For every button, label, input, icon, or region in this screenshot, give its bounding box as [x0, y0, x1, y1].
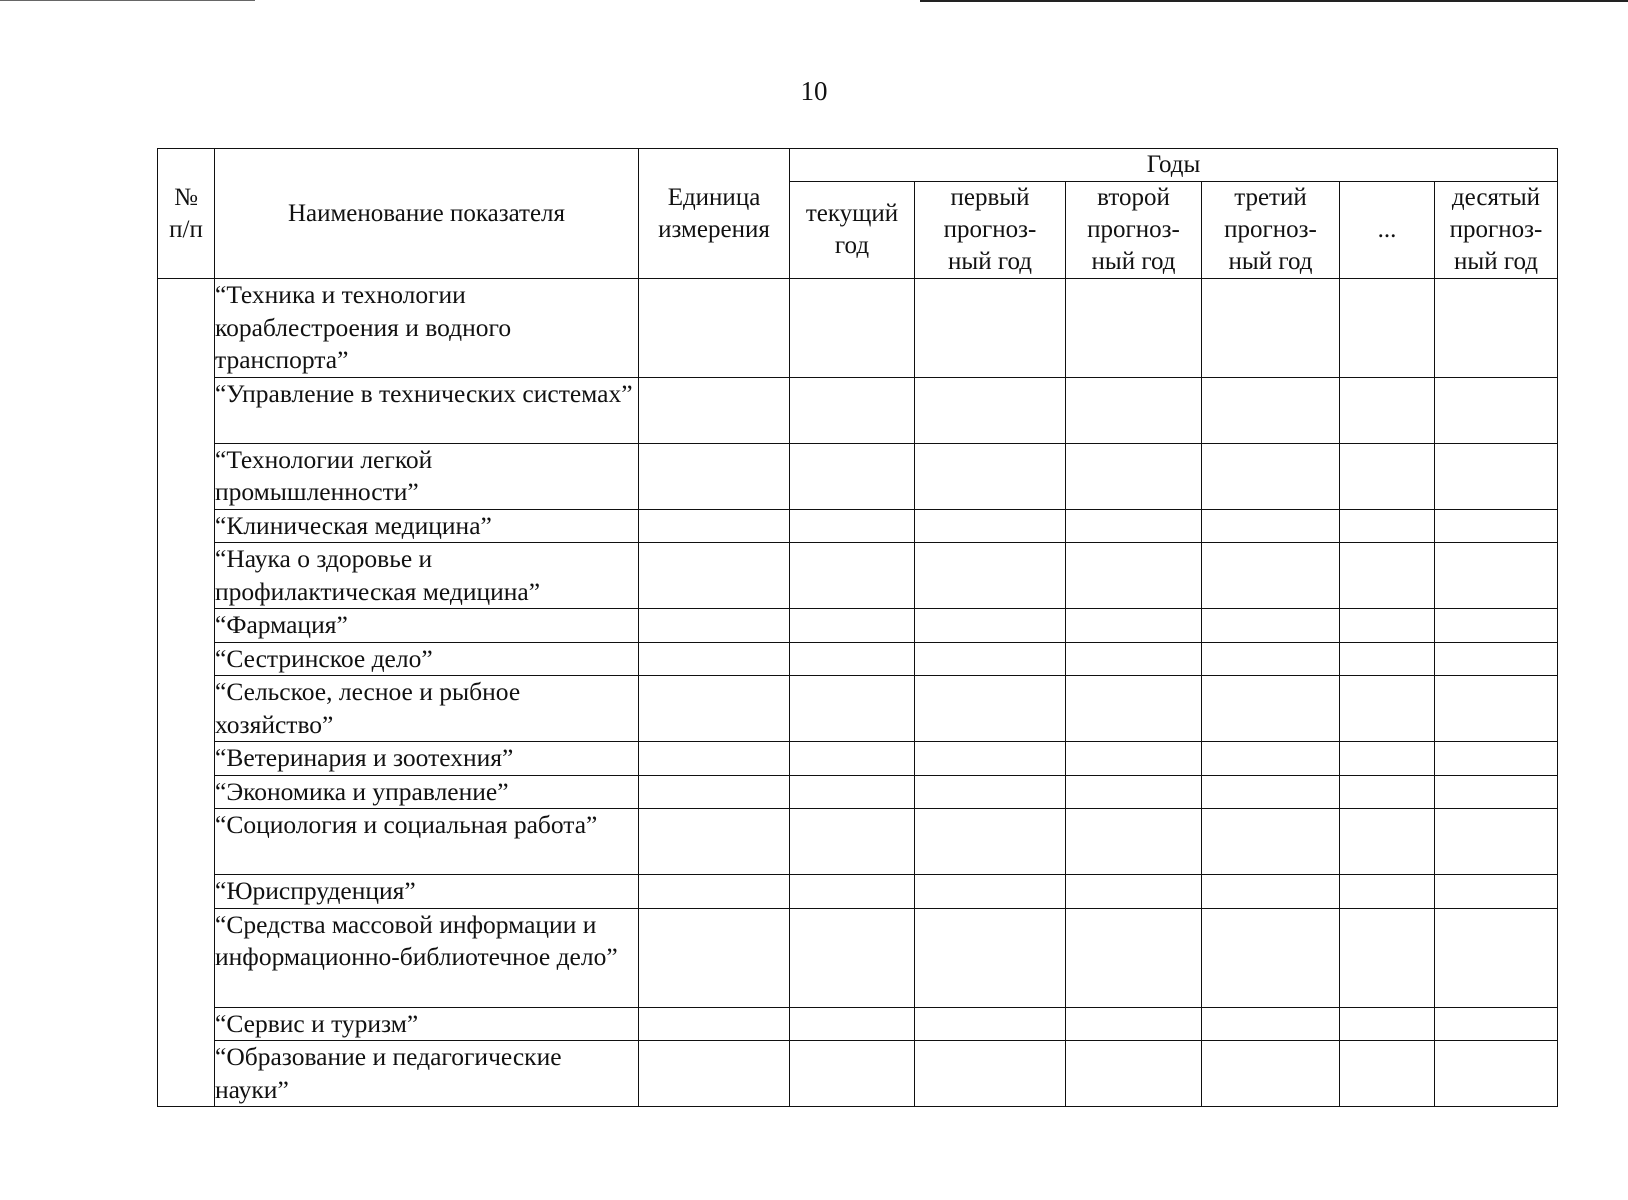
indicator-name: “Наука о здоровье и профилактическая медицина”	[215, 543, 639, 609]
year-col-10: десятый прогноз-ный год	[1435, 182, 1558, 279]
value-cell	[1340, 676, 1435, 742]
value-cell	[1066, 443, 1202, 509]
value-cell	[790, 543, 915, 609]
value-cell	[790, 809, 915, 875]
indicator-name: “Сервис и туризм”	[215, 1007, 639, 1041]
table-row	[158, 609, 1558, 643]
unit-cell	[639, 609, 790, 643]
value-cell	[1435, 443, 1558, 509]
value-cell	[1340, 775, 1435, 809]
table-body	[158, 279, 1558, 1107]
value-cell	[915, 642, 1066, 676]
value-cell	[915, 543, 1066, 609]
value-cell	[1435, 509, 1558, 543]
indicator-name: “Юриспруденция”	[215, 875, 639, 909]
value-cell	[1340, 642, 1435, 676]
indicator-name: “Техника и технологии кораблестроения и водного транспорта”	[215, 279, 639, 378]
unit-cell	[639, 509, 790, 543]
table-row	[158, 543, 1558, 609]
value-cell	[1435, 676, 1558, 742]
value-cell	[1066, 609, 1202, 643]
table-row	[158, 742, 1558, 776]
value-cell	[790, 642, 915, 676]
value-cell	[915, 377, 1066, 443]
value-cell	[1202, 543, 1340, 609]
value-cell	[1066, 279, 1202, 378]
value-cell	[1340, 609, 1435, 643]
value-cell	[1066, 543, 1202, 609]
unit-cell	[639, 543, 790, 609]
value-cell	[1202, 676, 1340, 742]
indicator-name: “Управление в технических системах”	[215, 377, 639, 443]
col-num-header: № п/п	[158, 149, 215, 279]
value-cell	[915, 443, 1066, 509]
table-row	[158, 1007, 1558, 1041]
unit-cell	[639, 809, 790, 875]
indicator-name: “Сельское, лесное и рыбное хозяйство”	[215, 676, 639, 742]
year-col-2: второй прогноз-ный год	[1066, 182, 1202, 279]
value-cell	[1435, 377, 1558, 443]
value-cell	[1340, 509, 1435, 543]
value-cell	[790, 279, 915, 378]
year-col-current: текущий год	[790, 182, 915, 279]
years-header: Годы	[790, 149, 1558, 182]
table-row	[158, 908, 1558, 1007]
value-cell	[790, 875, 915, 909]
unit-cell	[639, 875, 790, 909]
value-cell	[790, 742, 915, 776]
value-cell	[1340, 809, 1435, 875]
value-cell	[1435, 908, 1558, 1007]
value-cell	[1435, 775, 1558, 809]
page-number: 10	[800, 76, 828, 106]
unit-cell	[639, 676, 790, 742]
indicator-name: “Технологии легкой промышленности”	[215, 443, 639, 509]
value-cell	[790, 609, 915, 643]
indicator-name: “Ветеринария и зоотехния”	[215, 742, 639, 776]
value-cell	[1435, 742, 1558, 776]
value-cell	[915, 809, 1066, 875]
table-row	[158, 1041, 1558, 1107]
value-cell	[790, 509, 915, 543]
value-cell	[1435, 279, 1558, 378]
value-cell	[790, 377, 915, 443]
col-unit-header: Единица измерения	[639, 149, 790, 279]
value-cell	[915, 279, 1066, 378]
value-cell	[1202, 279, 1340, 378]
table-row	[158, 279, 1558, 378]
value-cell	[1435, 875, 1558, 909]
scan-edge-left	[0, 0, 255, 1]
table-row	[158, 377, 1558, 443]
year-col-1: первый прогноз-ный год	[915, 182, 1066, 279]
value-cell	[790, 1007, 915, 1041]
value-cell	[1435, 543, 1558, 609]
value-cell	[1340, 443, 1435, 509]
unit-cell	[639, 279, 790, 378]
table-row	[158, 775, 1558, 809]
value-cell	[1066, 742, 1202, 776]
value-cell	[1066, 509, 1202, 543]
value-cell	[1202, 377, 1340, 443]
unit-cell	[639, 377, 790, 443]
value-cell	[915, 1041, 1066, 1107]
value-cell	[1435, 609, 1558, 643]
unit-cell	[639, 775, 790, 809]
unit-cell	[639, 642, 790, 676]
table-row	[158, 642, 1558, 676]
table-row	[158, 509, 1558, 543]
unit-cell	[639, 742, 790, 776]
value-cell	[915, 742, 1066, 776]
table-row	[158, 676, 1558, 742]
value-cell	[1340, 377, 1435, 443]
unit-cell	[639, 1007, 790, 1041]
table-row	[158, 443, 1558, 509]
value-cell	[1066, 1007, 1202, 1041]
unit-cell	[639, 1041, 790, 1107]
value-cell	[790, 775, 915, 809]
value-cell	[1066, 809, 1202, 875]
value-cell	[915, 509, 1066, 543]
value-cell	[790, 1041, 915, 1107]
value-cell	[1202, 1041, 1340, 1107]
value-cell	[1202, 809, 1340, 875]
value-cell	[790, 676, 915, 742]
unit-cell	[639, 908, 790, 1007]
value-cell	[915, 609, 1066, 643]
value-cell	[1066, 775, 1202, 809]
value-cell	[1340, 875, 1435, 909]
value-cell	[1202, 908, 1340, 1007]
value-cell	[915, 775, 1066, 809]
value-cell	[1066, 642, 1202, 676]
value-cell	[1202, 1007, 1340, 1041]
value-cell	[1066, 377, 1202, 443]
value-cell	[1202, 642, 1340, 676]
col-name-header: Наименование показателя	[215, 149, 639, 279]
value-cell	[915, 1007, 1066, 1041]
value-cell	[1202, 875, 1340, 909]
value-cell	[1340, 1007, 1435, 1041]
indicator-name: “Социология и социальная работа”	[215, 809, 639, 875]
value-cell	[1435, 642, 1558, 676]
value-cell	[915, 908, 1066, 1007]
value-cell	[1340, 1041, 1435, 1107]
value-cell	[1202, 742, 1340, 776]
indicator-name: “Средства массовой информации и информационно-библиотечное дело”	[215, 908, 639, 1007]
value-cell	[1435, 1041, 1558, 1107]
value-cell	[1435, 1007, 1558, 1041]
indicator-name: “Сестринское дело”	[215, 642, 639, 676]
indicator-name: “Клиническая медицина”	[215, 509, 639, 543]
unit-cell	[639, 443, 790, 509]
value-cell	[915, 676, 1066, 742]
value-cell	[1435, 809, 1558, 875]
value-cell	[1066, 908, 1202, 1007]
value-cell	[790, 908, 915, 1007]
scan-edge-right	[920, 0, 1628, 2]
value-cell	[1202, 609, 1340, 643]
value-cell	[1202, 775, 1340, 809]
value-cell	[1066, 875, 1202, 909]
value-cell	[1340, 908, 1435, 1007]
value-cell	[1340, 543, 1435, 609]
indicator-name: “Фармация”	[215, 609, 639, 643]
value-cell	[1340, 279, 1435, 378]
num-cell	[158, 279, 215, 1107]
value-cell	[915, 875, 1066, 909]
value-cell	[1202, 443, 1340, 509]
indicator-name: “Образование и педагогические науки”	[215, 1041, 639, 1107]
value-cell	[1340, 742, 1435, 776]
indicators-table	[157, 148, 1558, 1107]
value-cell	[1066, 1041, 1202, 1107]
value-cell	[1066, 676, 1202, 742]
value-cell	[1202, 509, 1340, 543]
table-row	[158, 875, 1558, 909]
indicator-name: “Экономика и управление”	[215, 775, 639, 809]
value-cell	[790, 443, 915, 509]
table-row	[158, 809, 1558, 875]
year-col-3: третий прогноз-ный год	[1202, 182, 1340, 279]
year-col-ellipsis: ...	[1340, 182, 1435, 279]
